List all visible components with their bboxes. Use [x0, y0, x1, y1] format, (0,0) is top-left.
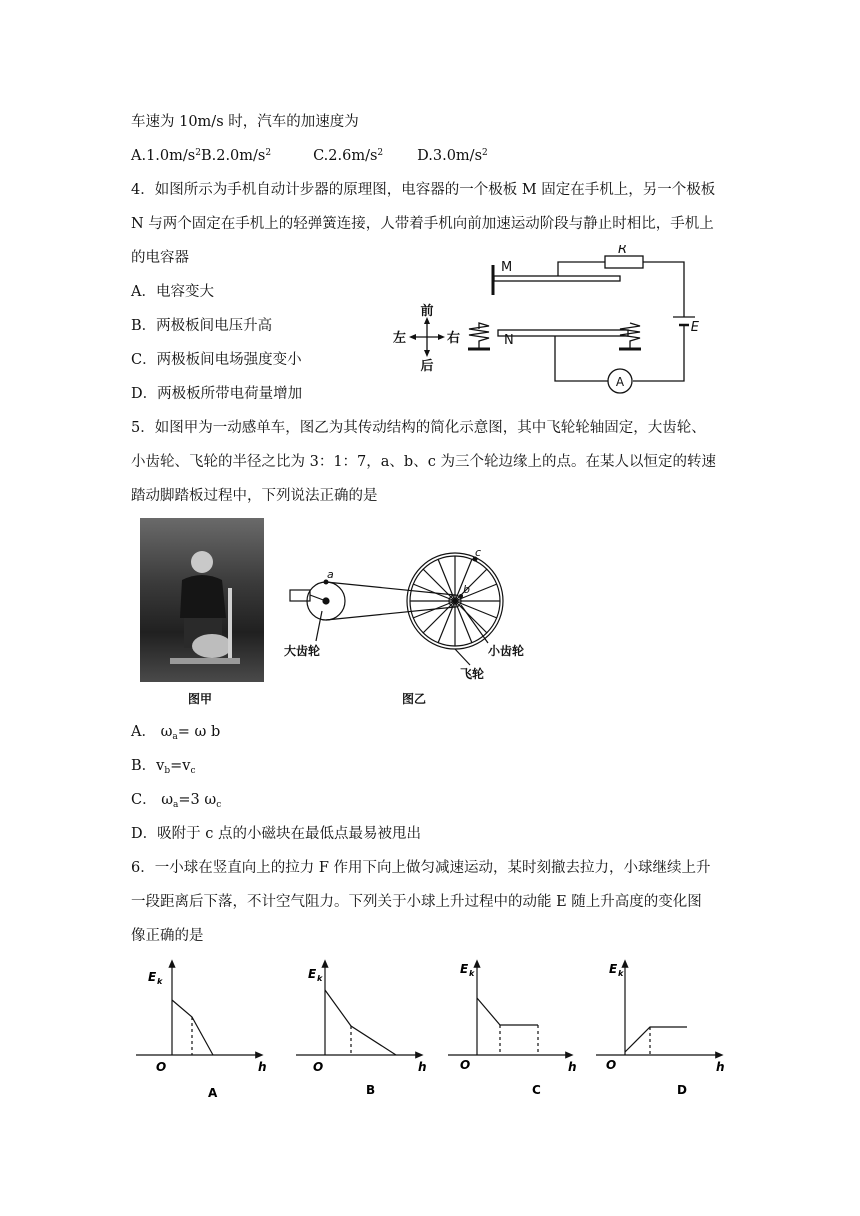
q3-option-b: $B.2.0m/s^2$	[200, 148, 272, 164]
graph-c-origin: O	[460, 1058, 471, 1072]
graph-a-ysub: k	[157, 977, 163, 986]
graph-d-xlabel: h	[716, 1060, 725, 1074]
figure-a-caption: 图甲	[188, 692, 213, 706]
graph-a-line	[172, 1000, 213, 1055]
q3-option-c: $C.2.6m/s^2$	[313, 148, 384, 164]
q4-line-1: 4．如图所示为手机自动计步器的原理图，电容器的一个极板 M 固定在手机上，另一个极板	[131, 182, 716, 198]
q3-option-a: $A.1.0m/s^2$	[131, 148, 201, 164]
graph-c-ysub: k	[469, 969, 475, 978]
capacitor-circuit-figure	[390, 245, 700, 395]
graph-a-ylabel: E	[148, 970, 157, 984]
q6-line-2: 一段距离后下落，不计空气阻力。下列关于小球上升过程中的动能 E 随上升高度的变化图	[131, 894, 702, 910]
point-c-label: c	[475, 546, 482, 559]
transmission-diagram	[280, 545, 550, 685]
graph-c-ylabel: E	[460, 962, 469, 976]
q3-options	[131, 146, 488, 166]
flywheel-label: 飞轮	[460, 667, 485, 681]
battery-label: E	[690, 320, 699, 335]
q4-line-2: N 与两个固定在手机上的轻弹簧连接，人带着手机向前加速运动阶段与静止时相比，手机上	[131, 216, 714, 232]
q4-option-d: D．两极板所带电荷量增加	[131, 386, 303, 402]
graph-d-ysub: k	[618, 969, 624, 978]
q4-option-b: B．两极板间电压升高	[131, 318, 273, 334]
direction-right-label: 右	[447, 331, 461, 346]
graph-a	[136, 963, 267, 1100]
graph-a-xlabel: h	[258, 1060, 267, 1074]
plate-m-label: M	[501, 260, 513, 275]
direction-back-label: 后	[420, 359, 434, 374]
graph-d-ylabel: E	[609, 962, 618, 976]
point-b-label: b	[463, 583, 470, 596]
graph-d-line	[625, 1027, 687, 1052]
direction-front-label: 前	[420, 304, 434, 319]
q4-option-a: A．电容变大	[131, 284, 214, 300]
graph-c-line	[477, 998, 538, 1025]
graph-b-ysub: k	[317, 974, 323, 983]
q5-option-c: C． $\omega_a=3$ $\omega_c$	[131, 792, 222, 810]
graph-a-label: A	[208, 1086, 218, 1100]
q5-line-3: 踏动脚踏板过程中，下列说法正确的是	[131, 488, 378, 504]
q3-line-1: 车速为 10m/s 时，汽车的加速度为	[131, 114, 359, 130]
q6-line-3: 像正确的是	[131, 928, 204, 944]
resistor-label: R	[618, 245, 628, 257]
q4-line-3: 的电容器	[131, 250, 189, 266]
big-gear-label: 大齿轮	[284, 644, 321, 658]
graph-b-label: B	[366, 1083, 376, 1097]
graph-c	[448, 962, 577, 1097]
graph-b-ylabel: E	[308, 967, 317, 981]
q6-line-1: 6．一小球在竖直向上的拉力 F 作用下向上做匀减速运动，某时刻撤去拉力，小球继续上升	[131, 860, 711, 876]
figure-b-caption: 图乙	[402, 692, 427, 706]
plate-n-label: N	[504, 333, 514, 348]
energy-height-graphs	[120, 955, 740, 1105]
graph-a-origin: O	[156, 1060, 167, 1074]
q5-option-d: D．吸附于 c 点的小磁块在最低点最易被甩出	[131, 826, 421, 842]
q5-line-1: 5．如图甲为一动感单车，图乙为其传动结构的简化示意图，其中飞轮轮轴固定，大齿轮、	[131, 420, 706, 436]
q5-option-a: A． $\omega_a= \omega$ b	[131, 724, 221, 742]
spin-bike-photo	[140, 518, 264, 682]
graph-d-label: D	[677, 1083, 687, 1097]
small-gear-label: 小齿轮	[488, 644, 525, 658]
graph-c-xlabel: h	[568, 1060, 577, 1074]
ammeter-label: A	[615, 375, 625, 389]
direction-left-label: 左	[393, 331, 407, 346]
point-a-label: a	[327, 568, 334, 581]
q5-line-2: 小齿轮、飞轮的半径之比为 3：1：7，a、b、c 为三个轮边缘上的点。在某人以恒定的转速	[131, 454, 716, 470]
graph-b	[296, 963, 427, 1097]
graph-b-origin: O	[313, 1060, 324, 1074]
q5-option-b: B．$v_b=v_c$	[131, 758, 196, 776]
q3-option-d: $D.3.0m/s^2$	[417, 148, 488, 164]
graph-d-origin: O	[606, 1058, 617, 1072]
graph-c-label: C	[532, 1083, 541, 1097]
graph-b-line	[325, 990, 396, 1055]
q4-option-c: C．两极板间电场强度变小	[131, 352, 302, 368]
graph-d	[596, 962, 725, 1097]
graph-b-xlabel: h	[418, 1060, 427, 1074]
